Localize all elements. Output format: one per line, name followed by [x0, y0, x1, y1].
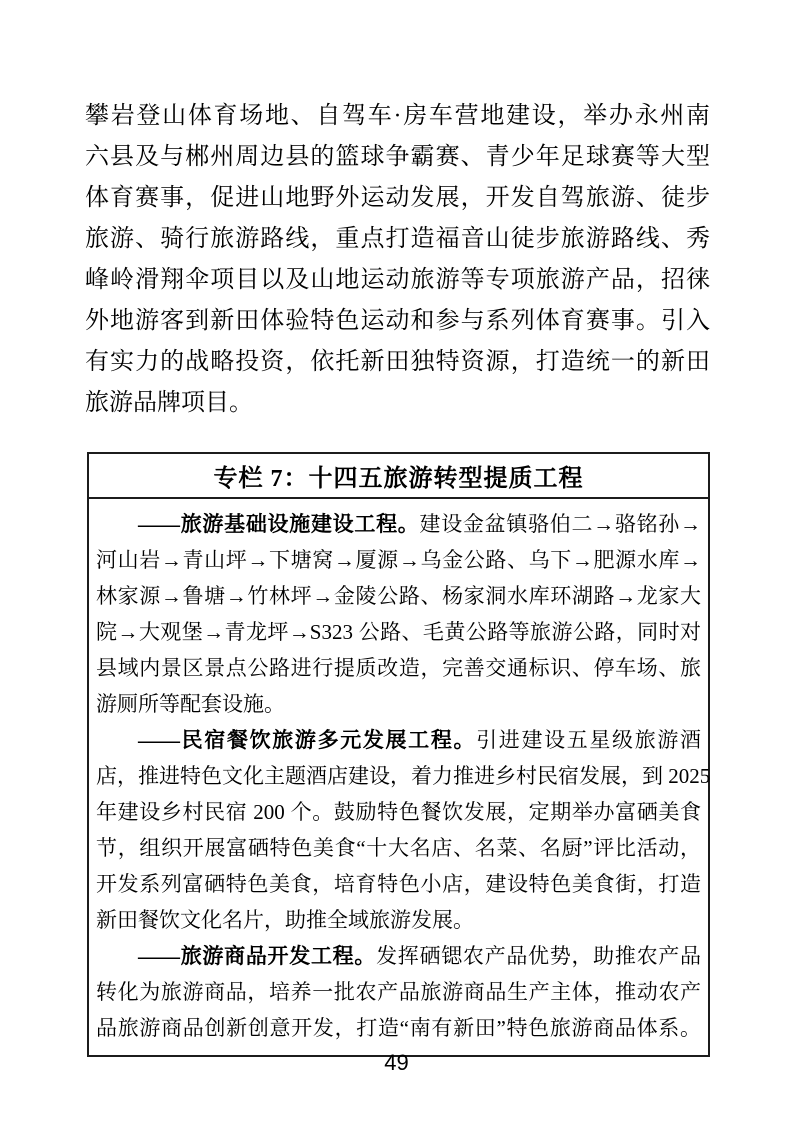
box-paragraph-infrastructure [96, 506, 701, 722]
intro-paragraph [85, 96, 710, 424]
text-line: 攀岩登山体育场地、自驾车·房车营地建设，举办永州南 [85, 103, 710, 129]
text-line: 开发系列富硒特色美食，培育特色小店，建设特色美食街，打造 [96, 872, 701, 896]
paragraph-text: 引进建设五星级旅游酒 [476, 728, 702, 752]
text-line: 游厕所等配套设施。 [96, 692, 285, 716]
text-line: 新田餐饮文化名片，助推全域旅游发展。 [96, 908, 474, 932]
text-line: 转化为旅游商品，培养一批农产品旅游商品生产主体，推动农产 [96, 980, 701, 1004]
text-line: 河山岩→青山坪→下塘窝→厦源→乌金公路、乌下→肥源水库→ [96, 548, 701, 572]
text-line: 年建设乡村民宿 200 个。鼓励特色餐饮发展，定期举办富硒美食 [96, 800, 701, 824]
column-box-body [89, 499, 711, 1055]
box-paragraph-tourism-products [96, 938, 701, 1046]
text-line: 峰岭滑翔伞项目以及山地运动旅游等专项旅游产品，招徕 [85, 267, 710, 293]
paragraph-lead: ——民宿餐饮旅游多元发展工程。 [138, 728, 477, 752]
text-line: 六县及与郴州周边县的篮球争霸赛、青少年足球赛等大型 [85, 144, 710, 170]
paragraph-lead: ——旅游基础设施建设工程。 [138, 512, 420, 536]
paragraph-text: 建设金盆镇骆伯二→骆铭孙→ [419, 512, 701, 536]
text-line: 节，组织开展富硒特色美食“十大名店、名菜、名厨”评比活动， [96, 836, 701, 860]
box-paragraph-homestay-catering [96, 722, 711, 938]
paragraph-text: 发挥硒锶农产品优势，助推农产品 [376, 944, 702, 968]
text-line: 有实力的战略投资，依托新田独特资源，打造统一的新田 [85, 349, 710, 375]
text-line: 体育赛事，促进山地野外运动发展，开发自驾旅游、徒步 [85, 185, 710, 211]
text-line: 旅游、骑行旅游路线，重点打造福音山徒步旅游路线、秀 [85, 226, 710, 252]
text-line: 院→大观堡→青龙坪→S323 公路、毛黄公路等旅游公路，同时对 [96, 620, 701, 644]
paragraph-lead: ——旅游商品开发工程。 [138, 944, 377, 968]
text-line: 县域内景区景点公路进行提质改造，完善交通标识、停车场、旅 [96, 656, 701, 680]
text-line: 外地游客到新田体验特色运动和参与系列体育赛事。引入 [85, 308, 710, 334]
text-line: 林家源→鲁塘→竹林坪→金陵公路、杨家洞水库环湖路→龙家大 [96, 584, 701, 608]
column-box [87, 452, 710, 1057]
page-number: 49 [384, 1050, 409, 1075]
text-line [96, 938, 701, 974]
column-box-title: 专栏 7：十四五旅游转型提质工程 [89, 454, 708, 499]
text-line: 品旅游商品创新创意开发，打造“南有新田”特色旅游商品体系。 [96, 1016, 701, 1040]
text-line [96, 722, 701, 758]
text-line: 旅游品牌项目。 [85, 390, 253, 416]
text-line: 店，推进特色文化主题酒店建设，着力推进乡村民宿发展，到 2025 [96, 764, 711, 788]
text-line [96, 506, 701, 542]
